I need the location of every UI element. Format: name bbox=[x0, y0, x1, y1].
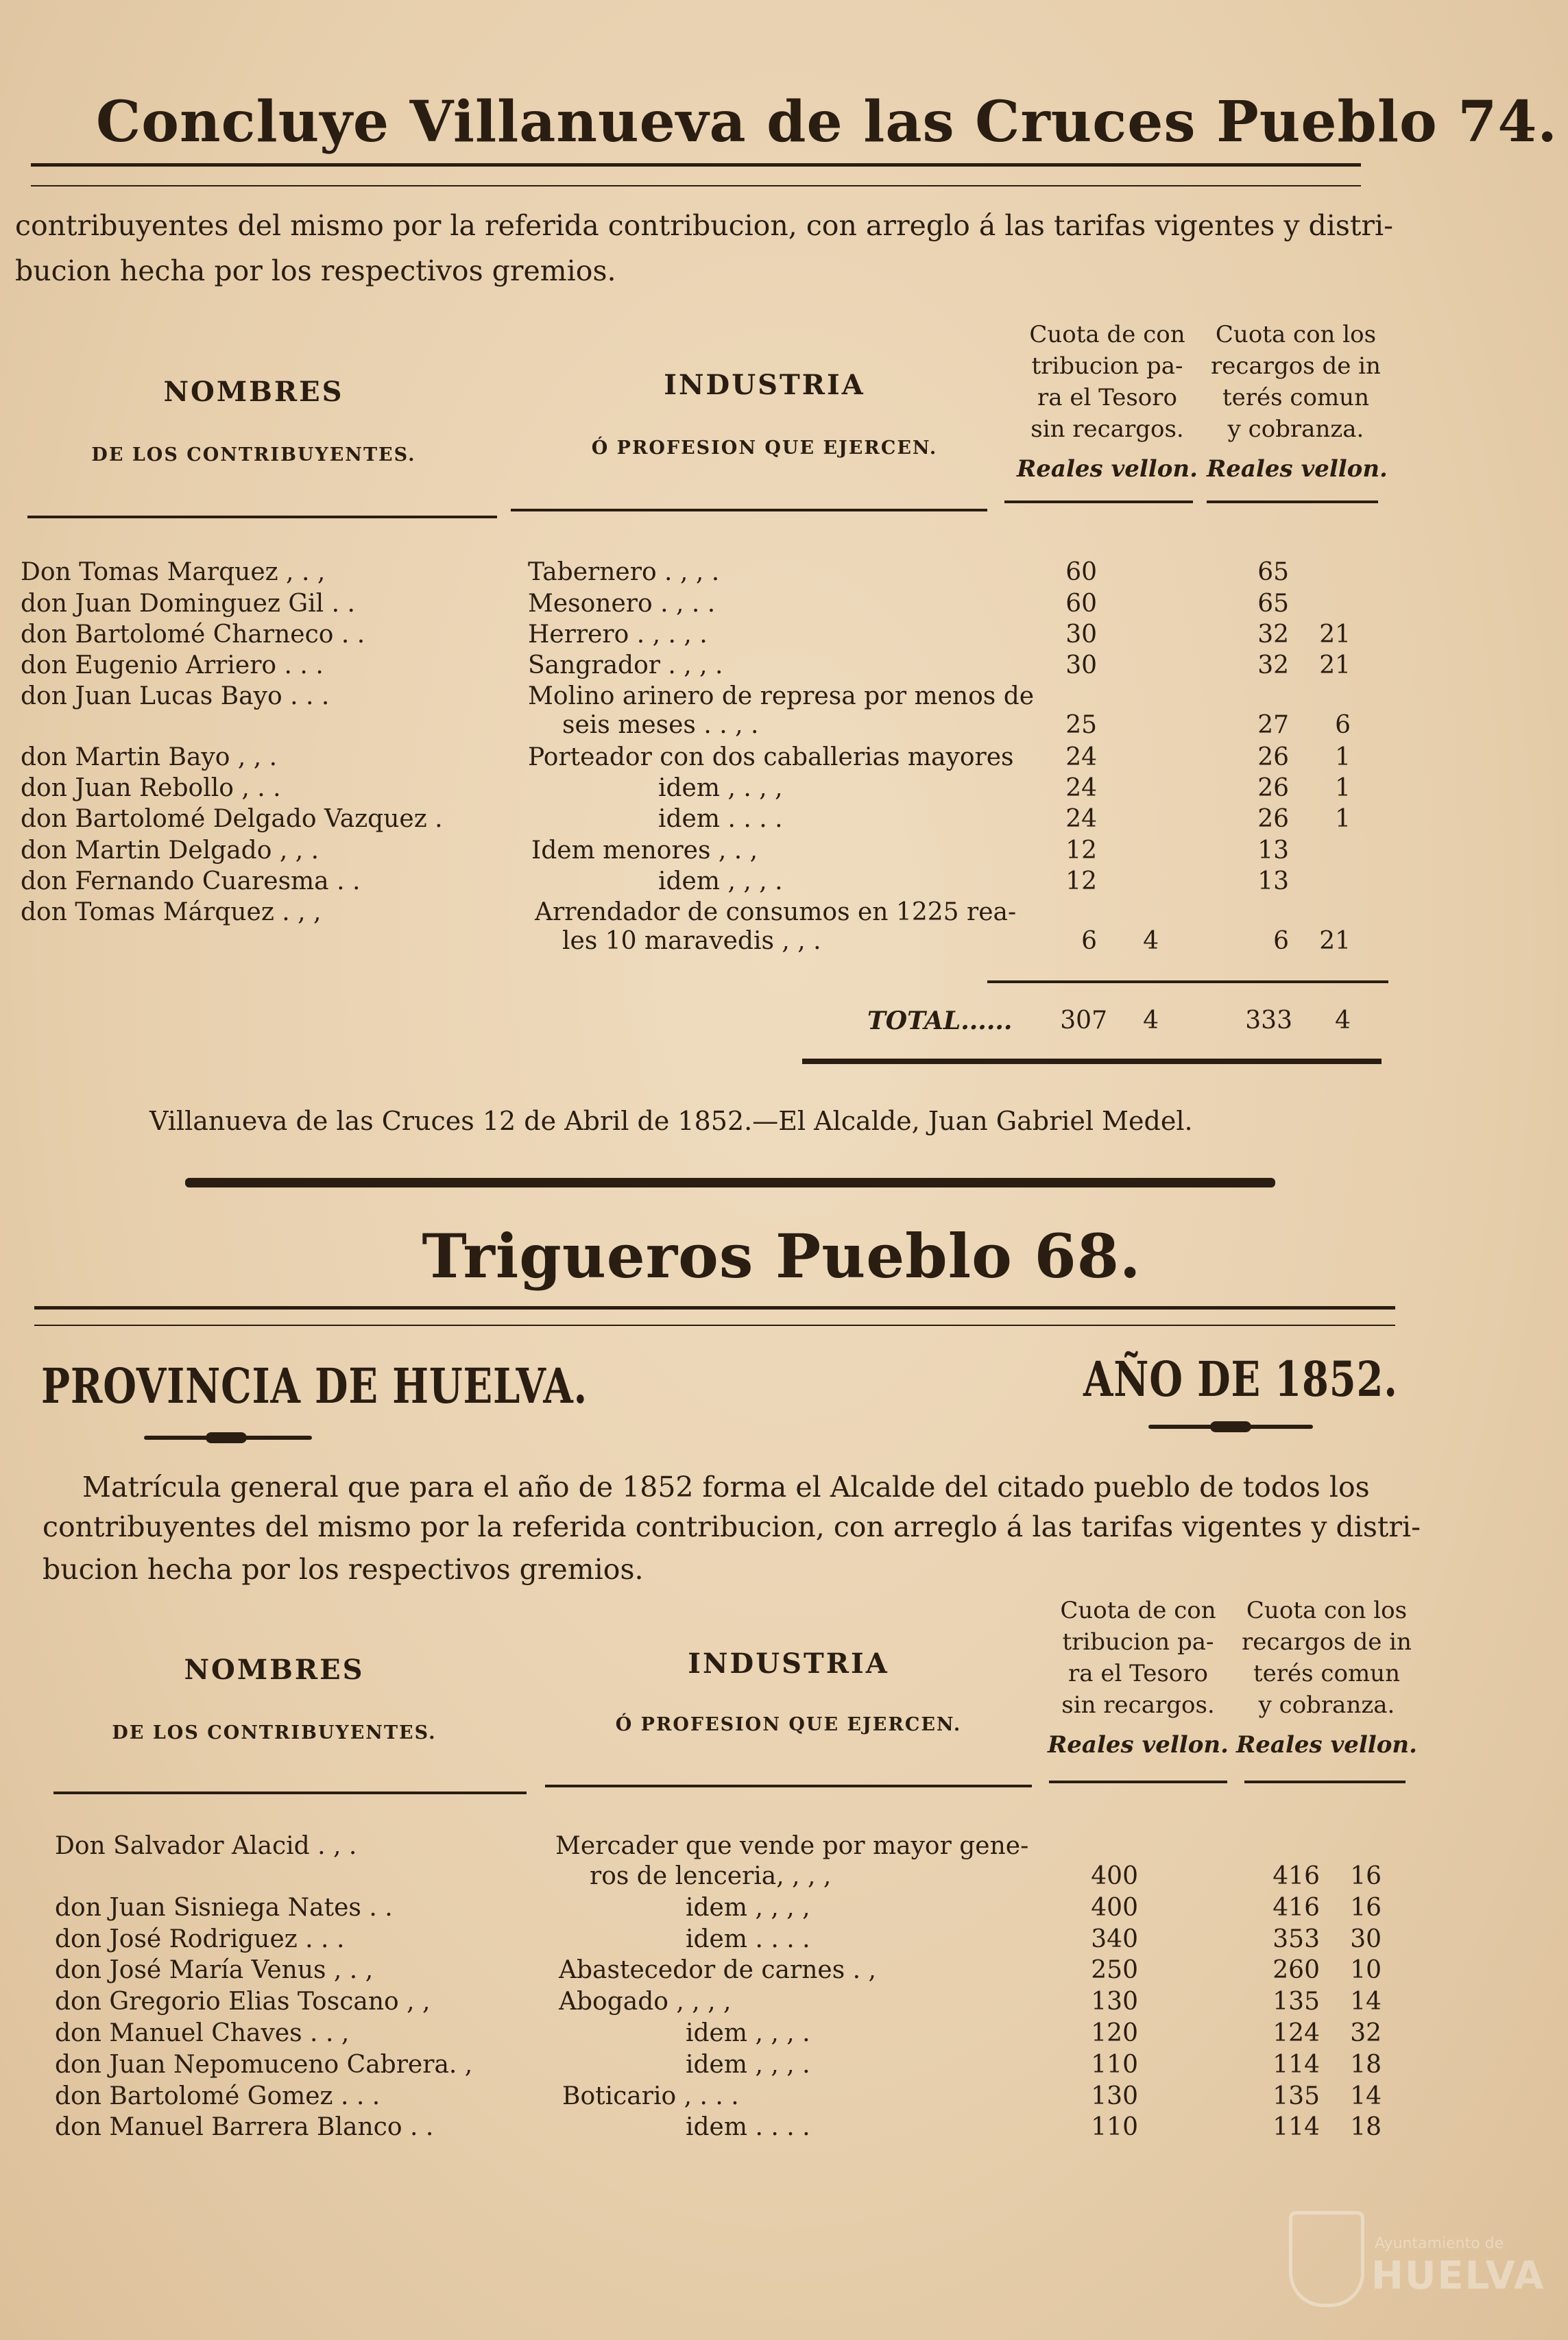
contributor-name: don Bartolomé Charneco . . bbox=[21, 620, 365, 649]
section1-title: Concluye Villanueva de las Cruces Pueblo 74. bbox=[96, 89, 1558, 155]
industry: idem , , , . bbox=[686, 2019, 810, 2047]
section2-header-rule-industry bbox=[545, 1785, 1032, 1787]
contributor-name: don Eugenio Arriero . . . bbox=[21, 651, 324, 679]
quota2-line: recargos de in bbox=[1242, 1628, 1412, 1656]
table-row bbox=[0, 742, 1568, 773]
contributor-name: don Manuel Chaves . . , bbox=[55, 2019, 350, 2047]
industry: Arrendador de consumos en 1225 rea- bbox=[535, 898, 1017, 926]
quota2-reales: 416 bbox=[1273, 1862, 1320, 1890]
quota1-reales: 24 bbox=[1065, 743, 1097, 771]
section2-header-rule-q1 bbox=[1049, 1781, 1227, 1783]
section2-names-header: NOMBRES bbox=[184, 1654, 365, 1686]
section1-quota2-header bbox=[1207, 319, 1388, 485]
quota2-reales: 124 bbox=[1273, 2019, 1320, 2047]
section1-signature: Villanueva de las Cruces 12 de Abril de 1852.—El Alcalde, Juan Gabriel Medel. bbox=[149, 1106, 1193, 1136]
quota1-unit: Reales vellon. bbox=[1048, 1731, 1229, 1759]
quota2-maravedis: 21 bbox=[1319, 651, 1351, 679]
quota1-reales: 250 bbox=[1091, 1956, 1138, 1984]
industry: Tabernero . , , . bbox=[528, 558, 720, 586]
industry: Porteador con dos caballerias mayores bbox=[528, 743, 1014, 771]
quota2-maravedis: 18 bbox=[1350, 2051, 1382, 2079]
section2-industry-header: INDUSTRIA bbox=[688, 1648, 889, 1680]
quota1-reales: 30 bbox=[1065, 651, 1097, 679]
quota2-maravedis: 14 bbox=[1350, 1988, 1382, 2016]
quota2-maravedis: 21 bbox=[1319, 927, 1351, 955]
section1-total-underline bbox=[802, 1059, 1382, 1064]
table-row bbox=[0, 2049, 1568, 2081]
industry: idem . . . . bbox=[686, 2113, 810, 2141]
quota2-maravedis: 16 bbox=[1350, 1894, 1382, 1922]
section1-industry-header: INDUSTRIA bbox=[664, 369, 865, 401]
quota2-reales: 26 bbox=[1257, 743, 1289, 771]
table-row bbox=[0, 1892, 1568, 1924]
contributor-name: don Juan Sisniega Nates . . bbox=[55, 1894, 393, 1922]
quota1-reales: 130 bbox=[1091, 2082, 1138, 2110]
quota1-reales: 340 bbox=[1091, 1925, 1138, 1953]
quota2-reales: 26 bbox=[1257, 774, 1289, 802]
industry: Idem menores , . , bbox=[531, 836, 758, 865]
quota1-reales: 400 bbox=[1091, 1862, 1138, 1890]
total-quota2-reales: 333 bbox=[1245, 1006, 1292, 1035]
quota1-line: Cuota de con bbox=[1060, 1597, 1216, 1624]
quota1-reales: 60 bbox=[1065, 590, 1097, 618]
quota2-line: terés comun bbox=[1222, 384, 1369, 411]
quota2-maravedis: 32 bbox=[1350, 2019, 1382, 2047]
quota1-reales: 400 bbox=[1091, 1894, 1138, 1922]
table-row bbox=[0, 650, 1568, 682]
quota1-reales: 24 bbox=[1065, 774, 1097, 802]
section1-names-subheader: DE LOS CONTRIBUYENTES. bbox=[91, 444, 416, 466]
industry: idem . . . . bbox=[658, 805, 783, 833]
contributor-name: don Fernando Cuaresma . . bbox=[21, 867, 361, 895]
table-row-continuation bbox=[0, 710, 1568, 741]
section1-header-rule-q2 bbox=[1207, 500, 1378, 503]
quota2-line: Cuota con los bbox=[1215, 321, 1377, 348]
quota2-maravedis: 21 bbox=[1319, 620, 1351, 649]
contributor-name: don Gregorio Elias Toscano , , bbox=[55, 1988, 431, 2016]
shield-icon bbox=[1289, 2211, 1364, 2307]
quota2-reales: 26 bbox=[1257, 805, 1289, 833]
section1-total-rule bbox=[987, 980, 1388, 983]
industry-continuation: ros de lenceria, , , , bbox=[590, 1862, 832, 1890]
industry: Boticario , . . . bbox=[562, 2082, 739, 2110]
quota1-line: ra el Tesoro bbox=[1068, 1660, 1208, 1687]
quota1-reales: 60 bbox=[1065, 558, 1097, 586]
quota2-reales: 65 bbox=[1257, 590, 1289, 618]
contributor-name: Don Salvador Alacid . , . bbox=[55, 1832, 357, 1860]
total-quota1-maravedis: 4 bbox=[1143, 1006, 1159, 1035]
section2-quota2-header bbox=[1234, 1595, 1419, 1761]
quota2-unit: Reales vellon. bbox=[1236, 1731, 1417, 1759]
table-row bbox=[0, 835, 1568, 867]
table-row bbox=[0, 1831, 1568, 1862]
contributor-name: don Juan Rebollo , . . bbox=[21, 774, 281, 802]
section2-industry-subheader: Ó PROFESION QUE EJERCEN. bbox=[615, 1714, 962, 1735]
quota2-reales: 13 bbox=[1257, 867, 1289, 895]
quota2-reales: 32 bbox=[1257, 651, 1289, 679]
table-row bbox=[0, 1986, 1568, 2018]
section2-title: Trigueros Pueblo 68. bbox=[422, 1220, 1142, 1292]
watermark-line1: Ayuntamiento de bbox=[1375, 2235, 1504, 2252]
contributor-name: don Juan Lucas Bayo . . . bbox=[21, 682, 330, 710]
table-row bbox=[0, 1924, 1568, 1955]
quota2-reales: 13 bbox=[1257, 836, 1289, 865]
quota2-reales: 135 bbox=[1273, 2082, 1320, 2110]
section2-intro-line3: bucion hecha por los respectivos gremios. bbox=[43, 1553, 644, 1586]
quota2-maravedis: 30 bbox=[1350, 1925, 1382, 1953]
quota2-reales: 353 bbox=[1273, 1925, 1320, 1953]
quota2-line: y cobranza. bbox=[1258, 1691, 1395, 1719]
province-ornament bbox=[206, 1432, 247, 1443]
quota2-maravedis: 16 bbox=[1350, 1862, 1382, 1890]
section2-intro-line2: contribuyentes del mismo por la referida contribucion, con arreglo á las tarifas vigentes y distri- bbox=[43, 1510, 1421, 1543]
table-row bbox=[0, 804, 1568, 835]
section-divider bbox=[185, 1178, 1275, 1187]
quota1-line: sin recargos. bbox=[1030, 415, 1184, 443]
total-row bbox=[0, 1005, 1568, 1037]
section1-header-rule-q1 bbox=[1004, 500, 1193, 503]
quota2-maravedis: 1 bbox=[1335, 805, 1351, 833]
year-heading: AÑO DE 1852. bbox=[1083, 1351, 1398, 1408]
industry: Mercader que vende por mayor gene- bbox=[555, 1832, 1029, 1860]
section1-title-rule-thin bbox=[31, 185, 1361, 186]
quota2-line: y cobranza. bbox=[1227, 415, 1364, 443]
industry: idem . . . . bbox=[686, 1925, 810, 1953]
quota1-reales: 120 bbox=[1091, 2019, 1138, 2047]
table-row bbox=[0, 866, 1568, 897]
industry: idem , , , . bbox=[658, 867, 783, 895]
quota1-reales: 24 bbox=[1065, 805, 1097, 833]
contributor-name: don Martin Delgado , , . bbox=[21, 836, 319, 865]
table-row bbox=[0, 557, 1568, 588]
section2-title-rule bbox=[34, 1306, 1395, 1310]
quota2-reales: 27 bbox=[1257, 711, 1289, 739]
quota2-maravedis: 10 bbox=[1350, 1956, 1382, 1984]
total-quota2-maravedis: 4 bbox=[1335, 1006, 1351, 1035]
year-ornament bbox=[1210, 1421, 1251, 1432]
contributor-name: don José María Venus , . , bbox=[55, 1956, 374, 1984]
province-heading: PROVINCIA DE HUELVA. bbox=[41, 1358, 588, 1414]
quota2-reales: 6 bbox=[1273, 927, 1289, 955]
industry: Molino arinero de represa por menos de bbox=[528, 682, 1035, 710]
table-row bbox=[0, 1955, 1568, 1986]
table-row bbox=[0, 2018, 1568, 2049]
quota1-reales: 25 bbox=[1065, 711, 1097, 739]
table-row bbox=[0, 619, 1568, 651]
quota2-reales: 135 bbox=[1273, 1988, 1320, 2016]
quota1-reales: 130 bbox=[1091, 1988, 1138, 2016]
industry-continuation: seis meses . . , . bbox=[562, 711, 759, 739]
section2-title-rule-thin bbox=[34, 1325, 1395, 1326]
industry: Abastecedor de carnes . , bbox=[559, 1956, 876, 1984]
section1-header-rule-names bbox=[27, 516, 497, 518]
quota2-reales: 260 bbox=[1273, 1956, 1320, 1984]
industry: Sangrador . , , . bbox=[528, 651, 723, 679]
quota2-reales: 32 bbox=[1257, 620, 1289, 649]
total-label: TOTAL...... bbox=[867, 1006, 1013, 1035]
table-row bbox=[0, 681, 1568, 712]
watermark-line2: HUELVA bbox=[1371, 2254, 1545, 2298]
quota2-line: terés comun bbox=[1253, 1660, 1400, 1687]
table-row-continuation bbox=[0, 1861, 1568, 1892]
industry: idem , , , . bbox=[686, 2051, 810, 2079]
section1-intro-line2: bucion hecha por los respectivos gremios. bbox=[15, 254, 616, 287]
contributor-name: don Juan Nepomuceno Cabrera. , bbox=[55, 2051, 473, 2079]
quota1-line: Cuota de con bbox=[1029, 321, 1185, 348]
quota1-line: ra el Tesoro bbox=[1037, 384, 1177, 411]
table-row bbox=[0, 588, 1568, 620]
table-row-continuation bbox=[0, 926, 1568, 957]
table-row bbox=[0, 897, 1568, 928]
contributor-name: Don Tomas Marquez , . , bbox=[21, 558, 326, 586]
quota1-unit: Reales vellon. bbox=[1017, 455, 1198, 483]
contributor-name: don Martin Bayo , , . bbox=[21, 743, 278, 771]
quota1-reales: 12 bbox=[1065, 867, 1097, 895]
quota2-reales: 114 bbox=[1273, 2051, 1320, 2079]
table-row bbox=[0, 2081, 1568, 2112]
table-row bbox=[0, 2112, 1568, 2143]
quota2-maravedis: 14 bbox=[1350, 2082, 1382, 2110]
contributor-name: don Juan Dominguez Gil . . bbox=[21, 590, 355, 618]
quota2-maravedis: 18 bbox=[1350, 2113, 1382, 2141]
quota1-reales: 6 bbox=[1081, 927, 1097, 955]
quota2-unit: Reales vellon. bbox=[1207, 455, 1388, 483]
contributor-name: don Tomas Márquez . , , bbox=[21, 898, 322, 926]
quota1-reales: 110 bbox=[1091, 2051, 1138, 2079]
archive-watermark bbox=[1289, 2211, 1545, 2314]
section2-names-subheader: DE LOS CONTRIBUYENTES. bbox=[112, 1722, 437, 1744]
quota1-maravedis: 4 bbox=[1143, 927, 1159, 955]
section2-intro-line1: Matrícula general que para el año de 1852 forma el Alcalde del citado pueblo de todos los bbox=[82, 1471, 1370, 1504]
quota1-line: tribucion pa- bbox=[1031, 352, 1183, 380]
contributor-name: don Manuel Barrera Blanco . . bbox=[55, 2113, 434, 2141]
quota2-line: recargos de in bbox=[1211, 352, 1381, 380]
quota2-reales: 114 bbox=[1273, 2113, 1320, 2141]
contributor-name: don Bartolomé Delgado Vazquez . bbox=[21, 805, 443, 833]
section2-header-rule-names bbox=[53, 1792, 527, 1794]
industry: Herrero . , . , . bbox=[528, 620, 708, 649]
total-quota1-reales: 307 bbox=[1060, 1006, 1107, 1035]
section1-quota1-header bbox=[1015, 319, 1200, 485]
quota2-line: Cuota con los bbox=[1246, 1597, 1408, 1624]
section2-header-rule-q2 bbox=[1244, 1781, 1406, 1783]
quota1-reales: 12 bbox=[1065, 836, 1097, 865]
section1-header-rule-industry bbox=[511, 509, 987, 511]
industry: idem , . , , bbox=[658, 774, 783, 802]
quota1-line: tribucion pa- bbox=[1062, 1628, 1214, 1656]
section2-quota1-header bbox=[1046, 1595, 1231, 1761]
quota2-maravedis: 1 bbox=[1335, 774, 1351, 802]
industry: idem , , , , bbox=[686, 1894, 810, 1922]
quota2-maravedis: 6 bbox=[1335, 711, 1351, 739]
industry: Mesonero . , . . bbox=[528, 590, 716, 618]
section1-industry-subheader: Ó PROFESION QUE EJERCEN. bbox=[591, 437, 938, 459]
contributor-name: don Bartolomé Gomez . . . bbox=[55, 2082, 381, 2110]
table-row bbox=[0, 773, 1568, 804]
industry-continuation: les 10 maravedis , , . bbox=[562, 927, 821, 955]
industry: Abogado , , , , bbox=[559, 1988, 732, 2016]
section1-names-header: NOMBRES bbox=[163, 376, 344, 408]
section1-title-rule bbox=[31, 163, 1361, 167]
quota2-maravedis: 1 bbox=[1335, 743, 1351, 771]
quota2-reales: 416 bbox=[1273, 1894, 1320, 1922]
quota1-reales: 110 bbox=[1091, 2113, 1138, 2141]
quota1-line: sin recargos. bbox=[1061, 1691, 1215, 1719]
section1-intro-line1: contribuyentes del mismo por la referida contribucion, con arreglo á las tarifas vigentes y distri- bbox=[15, 209, 1393, 242]
quota2-reales: 65 bbox=[1257, 558, 1289, 586]
contributor-name: don José Rodriguez . . . bbox=[55, 1925, 345, 1953]
quota1-reales: 30 bbox=[1065, 620, 1097, 649]
